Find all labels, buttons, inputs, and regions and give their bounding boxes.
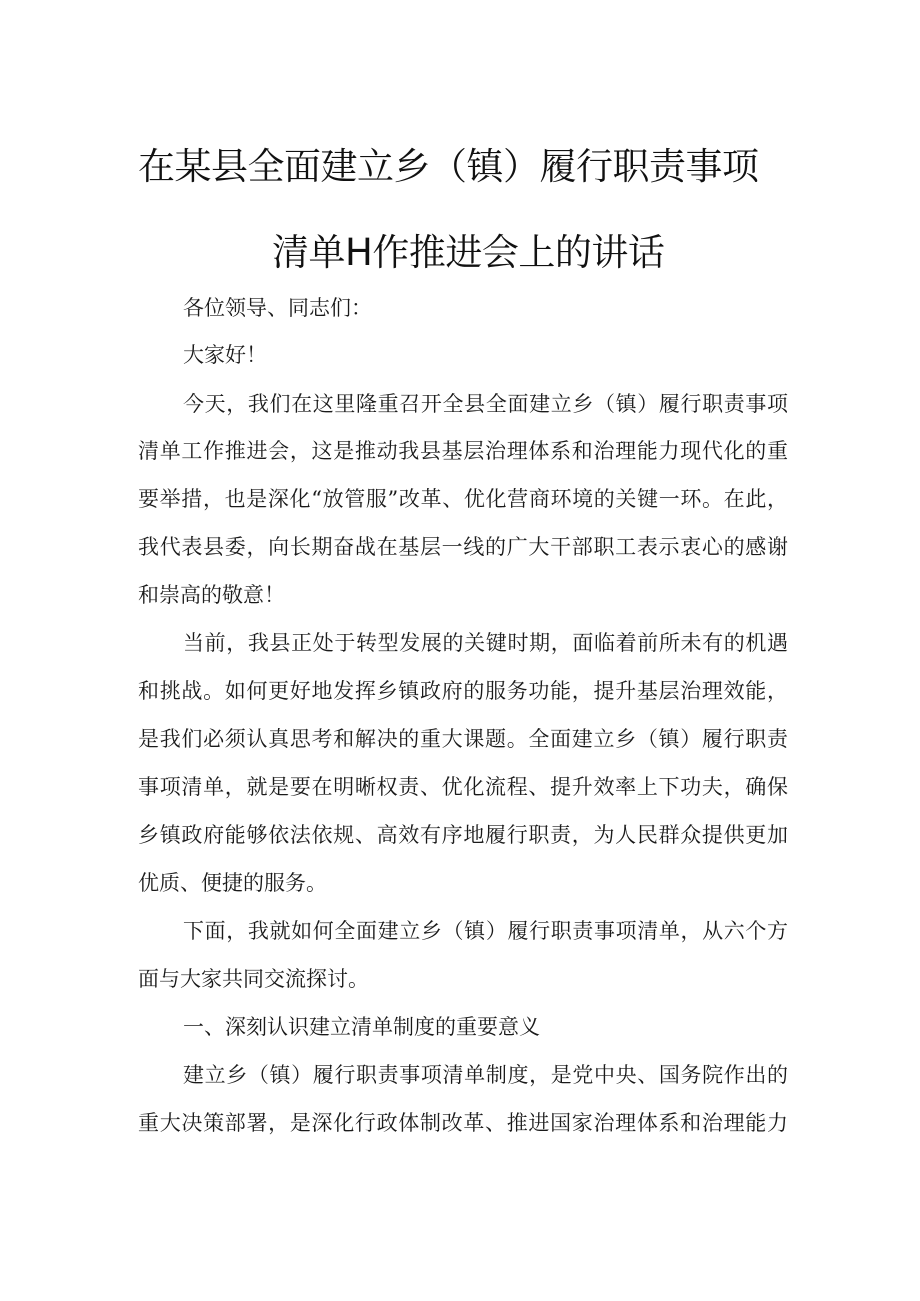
paragraph-2-line-2: 和挑战。如何更好地发挥乡镇政府的服务功能，提升基层治理效能， — [138, 679, 788, 703]
paragraph-1-line-5: 和崇高的敬意！ — [138, 583, 285, 607]
paragraph-2-line-1: 当前，我县正处于转型发展的关键时期，面临着前所未有的机遇 — [183, 631, 788, 655]
paragraph-1-line-4: 我代表县委，向长期奋战在基层一线的广大干部职工表示衷心的感谢 — [138, 535, 788, 559]
paragraph-1-line-1: 今天，我们在这里隆重召开全县全面建立乡（镇）履行职责事项 — [183, 392, 788, 416]
paragraph-1-line-3: 要举措，也是深化“放管服”改革、优化营商环境的关键一环。在此， — [138, 487, 788, 511]
paragraph-4-line-1: 建立乡（镇）履行职责事项清单制度，是党中央、国务院作出的 — [183, 1063, 788, 1087]
paragraph-3-line-2: 面与大家共同交流探讨。 — [138, 967, 369, 991]
greeting: 大家好！ — [183, 343, 267, 367]
document-title-line-1: 在某县全面建立乡（镇）履行职责事项 — [138, 145, 759, 188]
paragraph-2-line-3: 是我们必须认真思考和解决的重大课题。全面建立乡（镇）履行职责 — [138, 727, 788, 751]
paragraph-1-line-2: 清单工作推进会，这是推动我县基层治理体系和治理能力现代化的重 — [138, 439, 788, 463]
paragraph-2-line-4: 事项清单，就是要在明晰权责、优化流程、提升效率上下功夫，确保 — [138, 775, 788, 799]
document-title-line-2: 清单H作推进会上的讲话 — [272, 231, 665, 274]
salutation: 各位领导、同志们： — [183, 296, 372, 320]
paragraph-4-line-2: 重大决策部署，是深化行政体制改革、推进国家治理体系和治理能力 — [138, 1111, 788, 1135]
paragraph-2-line-6: 优质、便捷的服务。 — [138, 871, 327, 895]
paragraph-3-line-1: 下面，我就如何全面建立乡（镇）履行职责事项清单，从六个方 — [183, 919, 788, 943]
section-1-heading: 一、深刻认识建立清单制度的重要意义 — [183, 1015, 540, 1039]
paragraph-2-line-5: 乡镇政府能够依法依规、高效有序地履行职责，为人民群众提供更加 — [138, 823, 788, 847]
